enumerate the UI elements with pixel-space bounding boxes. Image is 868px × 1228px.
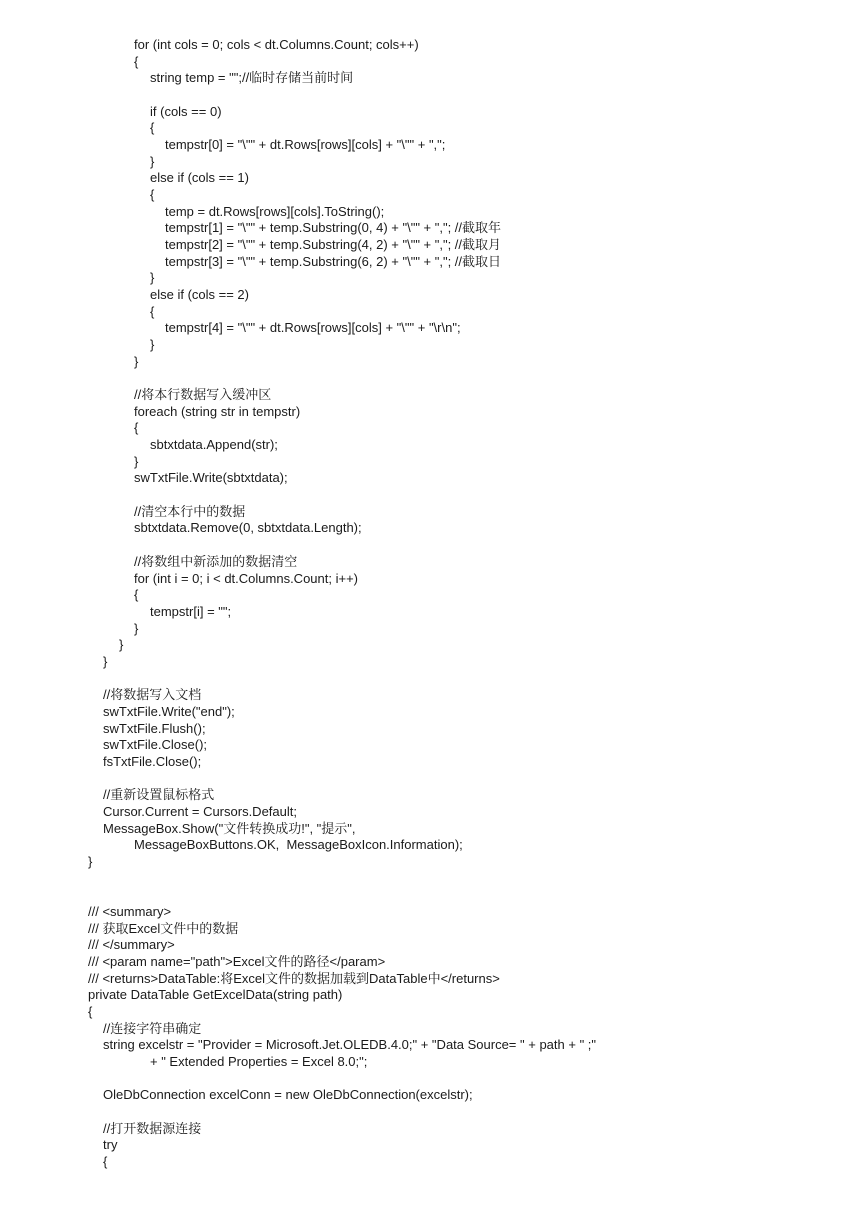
code-line: //将数据写入文档 <box>103 687 202 703</box>
code-line: { <box>150 187 155 203</box>
code-line: Cursor.Current = Cursors.Default; <box>103 803 297 819</box>
code-line: } <box>88 853 93 869</box>
code-line: //打开数据源连接 <box>103 1120 202 1136</box>
code-line <box>0 871 868 888</box>
code-listing <box>0 37 868 1171</box>
code-line: { <box>88 1003 93 1019</box>
code-line <box>0 537 868 554</box>
code-line <box>0 370 868 387</box>
code-line: } <box>103 653 108 669</box>
code-line: /// </summary> <box>88 937 175 953</box>
code-line: //将数组中新添加的数据清空 <box>134 553 298 569</box>
code-line: tempstr[4] = "\"" + dt.Rows[rows][cols] + "\"" + "\r\n"; <box>165 320 461 336</box>
code-line <box>0 487 868 504</box>
code-line: tempstr[0] = "\"" + dt.Rows[rows][cols] + "\"" + ","; <box>165 137 446 153</box>
code-line: //清空本行中的数据 <box>134 503 246 519</box>
code-line <box>0 1071 868 1088</box>
code-line: } <box>150 153 155 169</box>
code-line: MessageBox.Show("文件转换成功!", "提示", <box>103 820 356 836</box>
code-line: swTxtFile.Flush(); <box>103 720 206 736</box>
code-line: /// <returns>DataTable:将Excel文件的数据加载到DataTable中</returns> <box>88 970 500 986</box>
code-line: } <box>134 620 139 636</box>
code-line <box>0 87 868 104</box>
code-line: //将本行数据写入缓冲区 <box>134 387 272 403</box>
code-line: OleDbConnection excelConn = new OleDbConnection(excelstr); <box>103 1087 473 1103</box>
code-line: if (cols == 0) <box>150 103 222 119</box>
code-line: //连接字符串确定 <box>103 1020 202 1036</box>
code-line: sbtxtdata.Append(str); <box>150 437 278 453</box>
code-line: { <box>150 120 155 136</box>
code-line: swTxtFile.Write("end"); <box>103 703 235 719</box>
code-line: /// <summary> <box>88 903 172 919</box>
code-line: swTxtFile.Write(sbtxtdata); <box>134 470 288 486</box>
code-line: } <box>134 453 139 469</box>
code-line: /// <param name="path">Excel文件的路径</param> <box>88 953 386 969</box>
code-line: string temp = "";//临时存储当前时间 <box>150 70 354 86</box>
code-line <box>0 1104 868 1121</box>
code-line: tempstr[2] = "\"" + temp.Substring(4, 2) + "\"" + ","; //截取月 <box>165 237 502 253</box>
code-line: else if (cols == 1) <box>150 170 249 186</box>
code-line: tempstr[3] = "\"" + temp.Substring(6, 2) + "\"" + ","; //截取日 <box>165 253 502 269</box>
code-line: tempstr[1] = "\"" + temp.Substring(0, 4) + "\"" + ","; //截取年 <box>165 220 502 236</box>
code-line: tempstr[i] = ""; <box>150 603 232 619</box>
code-line: sbtxtdata.Remove(0, sbtxtdata.Length); <box>134 520 362 536</box>
code-line: { <box>134 53 139 69</box>
code-line: foreach (string str in tempstr) <box>134 403 301 419</box>
code-line: for (int cols = 0; cols < dt.Columns.Count; cols++) <box>134 37 419 52</box>
code-line: } <box>150 270 155 286</box>
code-line: { <box>134 420 139 436</box>
code-line: { <box>134 587 139 603</box>
code-line: /// 获取Excel文件中的数据 <box>88 920 239 936</box>
code-line: for (int i = 0; i < dt.Columns.Count; i++) <box>134 570 358 586</box>
code-line: //重新设置鼠标格式 <box>103 787 215 803</box>
code-line: temp = dt.Rows[rows][cols].ToString(); <box>165 203 385 219</box>
code-line <box>0 887 868 904</box>
code-line: } <box>150 337 155 353</box>
code-line: { <box>103 1154 108 1170</box>
code-line: fsTxtFile.Close(); <box>103 753 202 769</box>
code-line: string excelstr = "Provider = Microsoft.Jet.OLEDB.4.0;" + "Data Source= " + path + " ;" <box>103 1037 597 1053</box>
code-line <box>0 671 868 688</box>
code-line: { <box>150 303 155 319</box>
code-line: } <box>134 353 139 369</box>
code-line: private DataTable GetExcelData(string path) <box>88 987 343 1003</box>
code-line: MessageBoxButtons.OK, MessageBoxIcon.Information); <box>134 837 463 853</box>
code-line: try <box>103 1137 118 1153</box>
code-line: swTxtFile.Close(); <box>103 737 208 753</box>
code-line: } <box>119 637 124 653</box>
code-line: + " Extended Properties = Excel 8.0;"; <box>150 1053 368 1069</box>
code-line <box>0 771 868 788</box>
code-line: else if (cols == 2) <box>150 287 249 303</box>
